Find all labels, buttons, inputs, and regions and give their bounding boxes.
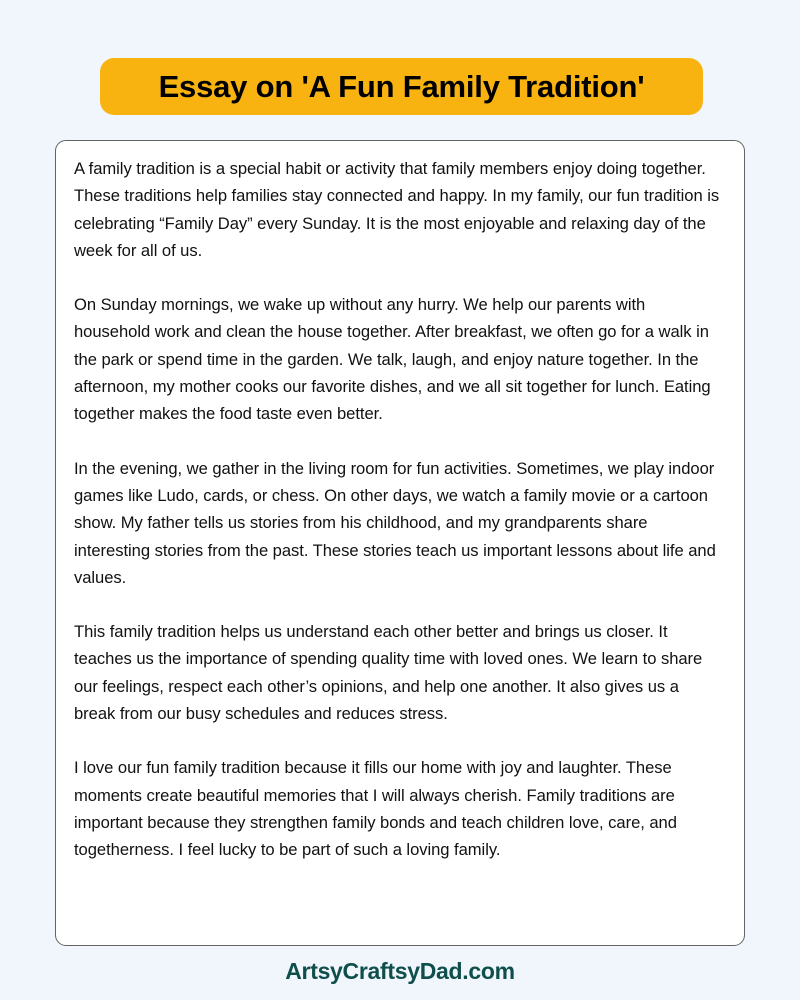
essay-content-box <box>55 140 745 946</box>
essay-body <box>74 155 722 864</box>
essay-paragraph: In the evening, we gather in the living room for fun activities. Sometimes, we play indoor games like Ludo, cards, or chess. On other days, we watch a family movie or a cartoon show. My father tells us stories from his childhood, and my grandparents share interesting stories from the past. These stories teach us important lessons about life and values. <box>74 458 716 587</box>
essay-paragraph: On Sunday mornings, we wake up without any hurry. We help our parents with household work and clean the house together. After breakfast, we often go for a walk in the park or spend time in the garden. We talk, laugh, and enjoy nature together. In the afternoon, my mother cooks our favorite dishes, and we all sit together for lunch. Eating together makes the food taste even better. <box>74 295 711 424</box>
essay-paragraph: This family tradition helps us understand each other better and brings us closer. It teaches us the importance of spending quality time with loved ones. We learn to share our feelings, respect each other’s opinions, and help one another. It also gives us a break from our busy schedules and reduces stress. <box>74 622 703 724</box>
essay-paragraph: I love our fun family tradition because it fills our home with joy and laughter. These moments create beautiful memories that I will always cherish. Family traditions are important because they strengthen family bonds and teach children love, care, and togetherness. I feel lucky to be part of such a loving family. <box>74 758 677 860</box>
essay-title-banner <box>100 58 703 115</box>
site-branding: ArtsyCraftsyDad.com <box>285 958 515 984</box>
essay-paragraph: A family tradition is a special habit or activity that family members enjoy doing together. These traditions help families stay connected and happy. In my family, our fun tradition is celebrating “Family Day” every Sunday. It is the most enjoyable and relaxing day of the week for all of us. <box>74 159 720 260</box>
page-title: Essay on 'A Fun Family Tradition' <box>158 69 645 104</box>
footer <box>0 958 800 985</box>
